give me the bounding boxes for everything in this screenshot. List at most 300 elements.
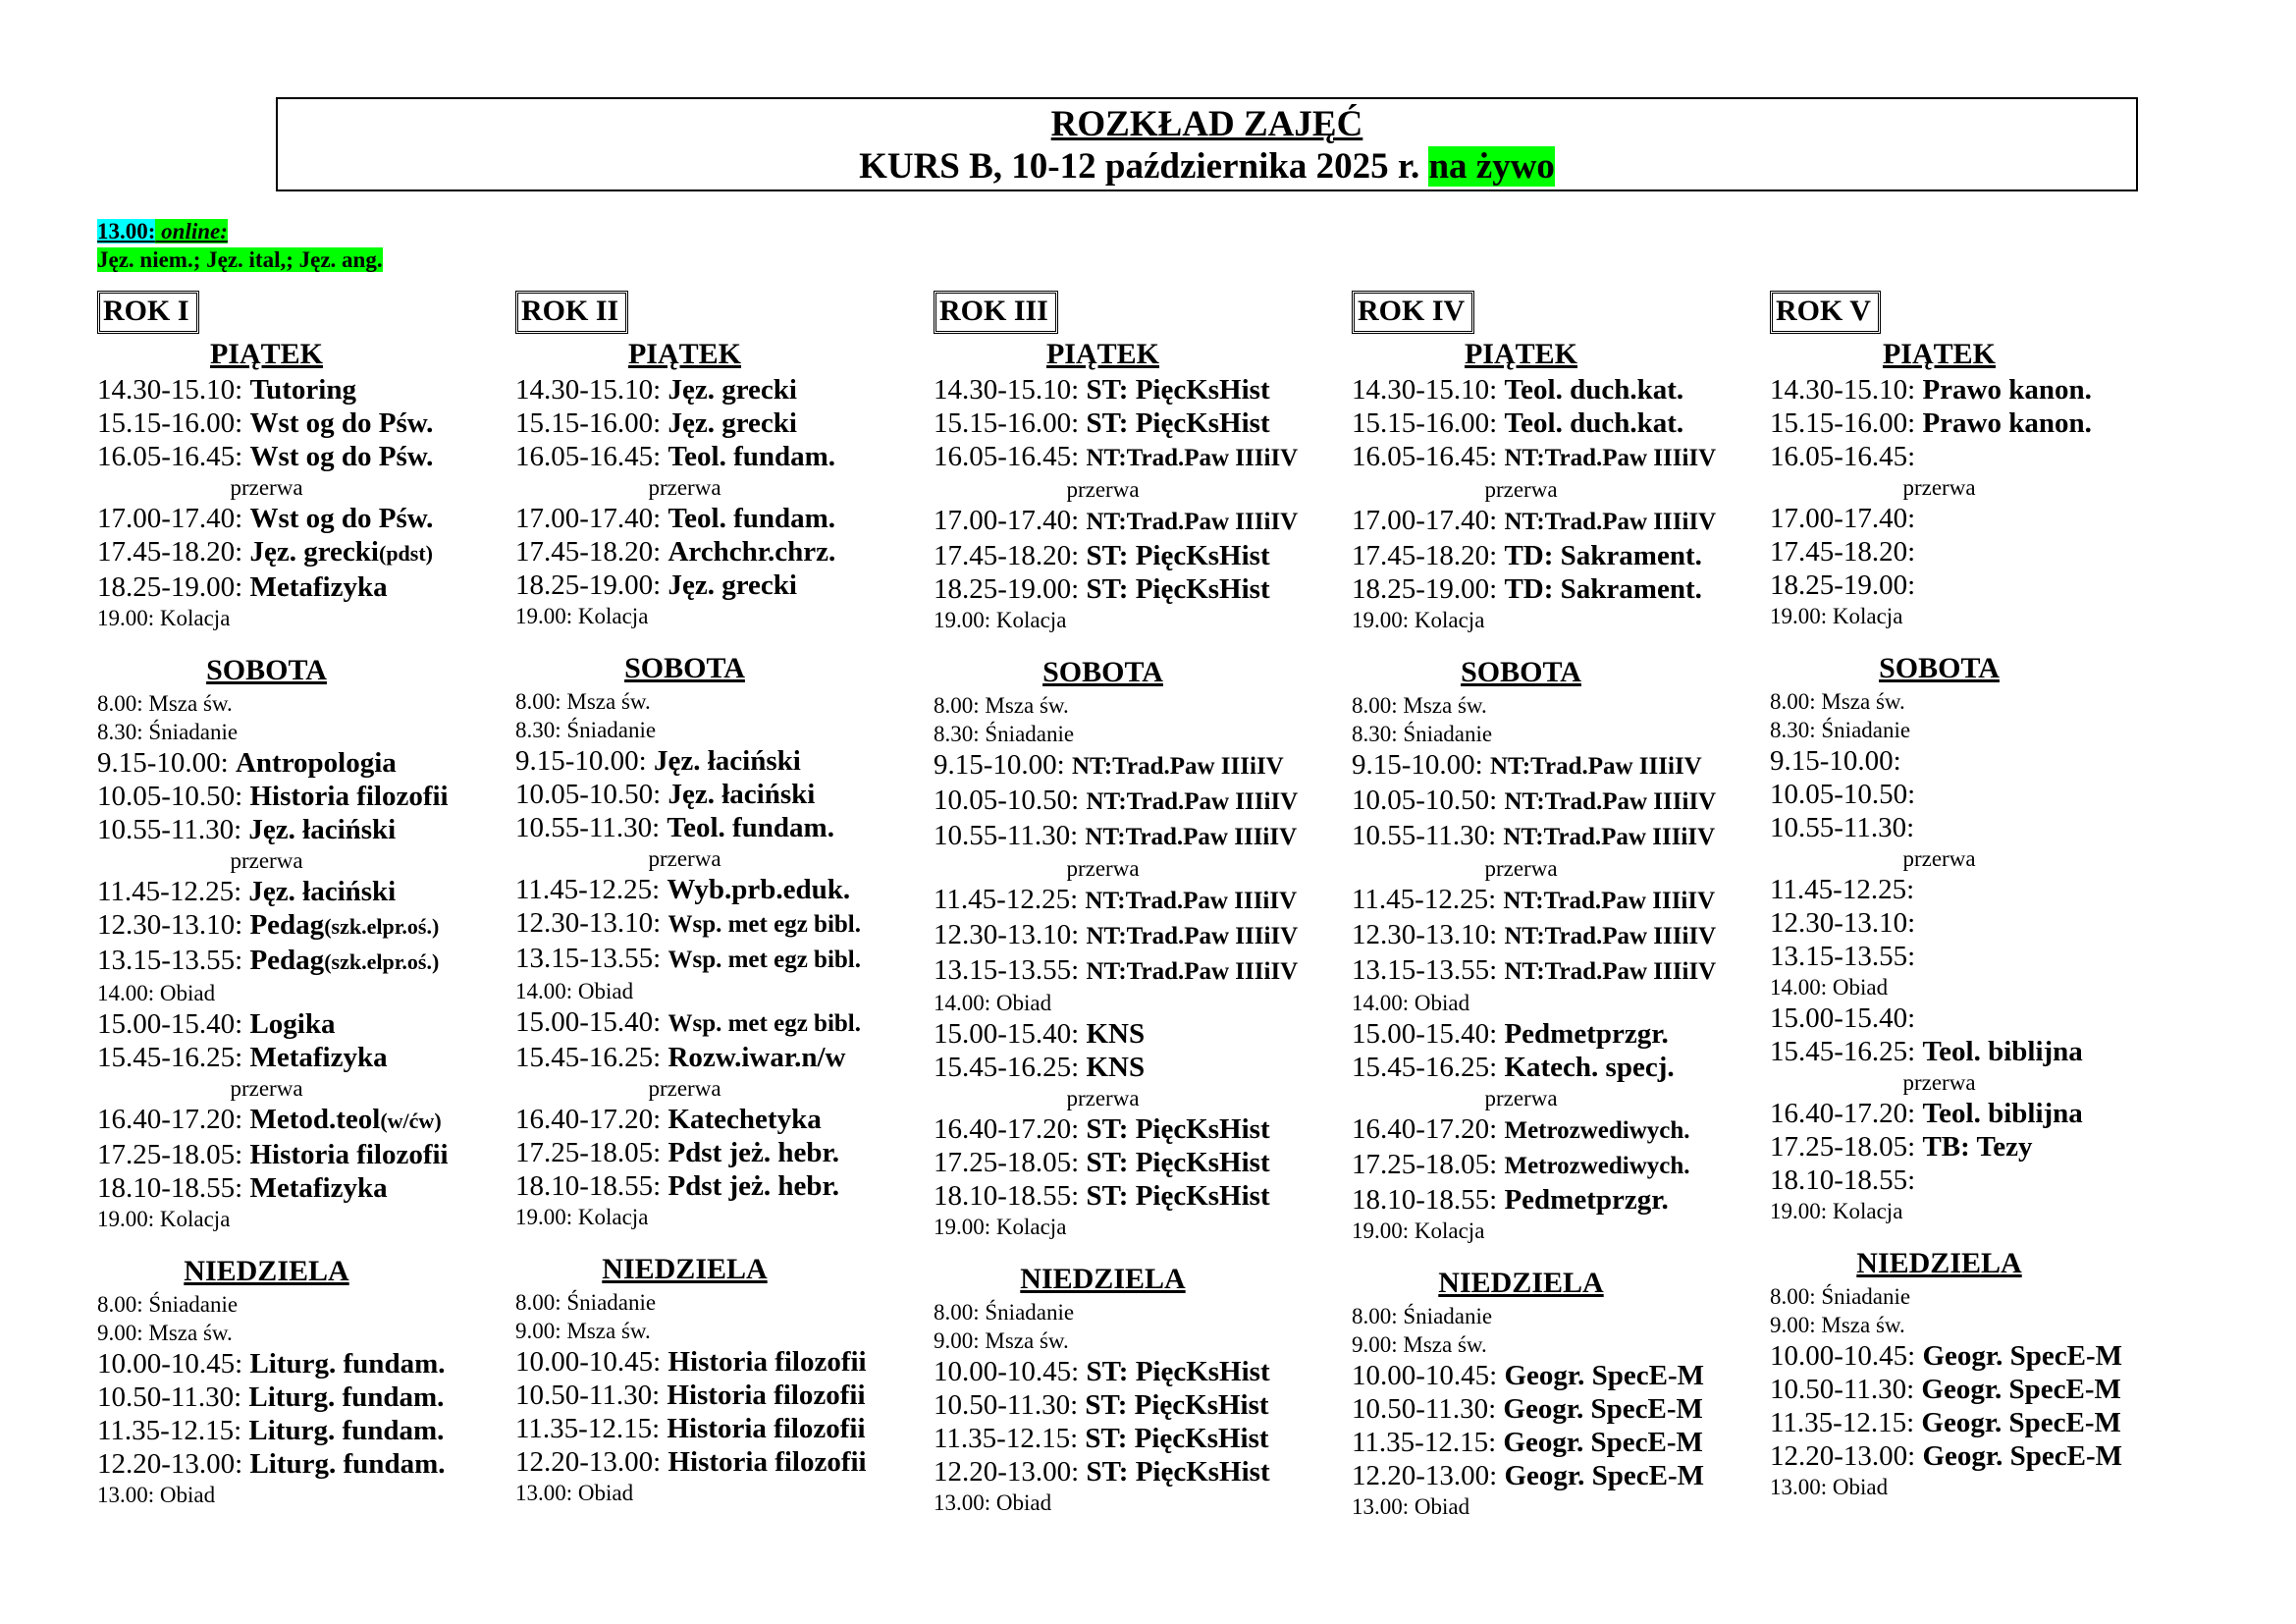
time-label: 10.00-10.45: xyxy=(1352,1360,1498,1391)
subject-name: NT:Trad.Paw IIIiIV xyxy=(1085,824,1298,850)
class-row xyxy=(97,502,515,535)
time-label: 12.30-13.10: xyxy=(1352,919,1498,950)
time-label: 13.00: xyxy=(515,1481,573,1505)
subject-name: Historia filozofii xyxy=(667,1380,866,1411)
time-label: 16.05-16.45: xyxy=(97,441,243,472)
class-row xyxy=(97,813,515,846)
time-label: 17.45-18.20: xyxy=(97,536,243,568)
time-label: 18.10-18.55: xyxy=(934,1180,1080,1212)
class-row xyxy=(1352,1359,1770,1392)
subject-name: Historia filozofii xyxy=(249,1139,449,1170)
page-title: ROZKŁAD ZAJĘĆ xyxy=(1050,104,1363,144)
meal-name: Obiad xyxy=(995,1490,1052,1515)
time-label: 10.05-10.50: xyxy=(1770,779,1916,810)
meal-row xyxy=(97,718,515,746)
time-label: 8.00: xyxy=(1352,1304,1398,1328)
time-label: 15.15-16.00: xyxy=(934,407,1080,439)
subject-name: ST: PięcKsHist xyxy=(1086,1147,1270,1178)
break-row: przerwa xyxy=(230,848,303,873)
time-label: 13.00: xyxy=(1352,1494,1410,1519)
day-header: SOBOTA xyxy=(206,654,327,686)
time-label: 11.35-12.15: xyxy=(1352,1427,1497,1458)
subject-name: TD: Sakrament. xyxy=(1504,540,1702,571)
time-label: 15.00-15.40: xyxy=(934,1018,1080,1050)
class-row xyxy=(934,1355,1352,1388)
meal-row xyxy=(97,1290,515,1319)
class-row xyxy=(1352,406,1770,440)
subject-name: Liturg. fundam. xyxy=(249,1448,446,1480)
time-label: 8.30: xyxy=(1352,722,1398,746)
time-label: 16.40-17.20: xyxy=(1770,1098,1916,1129)
time-label: 10.00-10.45: xyxy=(934,1356,1080,1387)
subject-name: Prawo kanon. xyxy=(1922,374,2092,406)
time-label: 19.00: xyxy=(1770,604,1828,628)
class-row xyxy=(1770,440,2188,473)
subject-name: Wsp. met egz bibl. xyxy=(667,911,861,938)
class-row xyxy=(1352,748,1770,784)
live-badge: na żywo xyxy=(1428,146,1555,187)
subject-name: Jęz. grecki xyxy=(667,569,797,601)
meal-name: Obiad xyxy=(577,979,634,1003)
time-label: 19.00: xyxy=(1352,1218,1410,1243)
class-row xyxy=(515,778,934,811)
time-label: 8.00: xyxy=(515,1290,561,1315)
class-row xyxy=(1352,1392,1770,1426)
year-column xyxy=(97,291,515,1521)
class-row xyxy=(1352,819,1770,854)
meal-name: Obiad xyxy=(159,981,216,1005)
meal-name: Śniadanie xyxy=(1403,1304,1493,1328)
subject-suffix: (szk.elpr.oś.) xyxy=(324,949,440,974)
meal-name: Śniadanie xyxy=(985,1300,1075,1325)
time-label: 10.00-10.45: xyxy=(97,1348,243,1380)
class-row xyxy=(1770,1406,2188,1439)
class-row xyxy=(1770,811,2188,844)
time-label: 17.45-18.20: xyxy=(1770,536,1916,568)
subject-name: ST: PięcKsHist xyxy=(1086,374,1270,406)
time-label: 19.00: xyxy=(934,1215,991,1239)
day-header: NIEDZIELA xyxy=(1020,1263,1186,1295)
time-label: 10.50-11.30: xyxy=(1352,1393,1497,1425)
subject-name: Pdst jeż. hebr. xyxy=(667,1137,839,1168)
meal-name: Obiad xyxy=(1414,1494,1470,1519)
class-row xyxy=(1352,1183,1770,1217)
subject-name: ST: PięcKsHist xyxy=(1086,573,1270,605)
subject-name: NT:Trad.Paw IIIiIV xyxy=(1086,958,1299,985)
class-row xyxy=(1770,535,2188,568)
subject-name: Jęz. łaciński xyxy=(248,814,397,845)
day-header: NIEDZIELA xyxy=(1856,1247,2022,1279)
subject-name: Geogr. SpecE-M xyxy=(1504,1460,1704,1491)
meal-name: Msza św. xyxy=(985,693,1069,718)
time-label: 17.45-18.20: xyxy=(515,536,662,568)
subtitle-text: KURS B, 10-12 października 2025 r. xyxy=(859,146,1429,187)
subject-name: Jęz. grecki xyxy=(667,374,797,406)
meal-row xyxy=(934,1326,1352,1355)
subject-name: NT:Trad.Paw IIIiIV xyxy=(1489,753,1702,780)
time-label: 13.00: xyxy=(934,1490,991,1515)
subject-name: Teol. duch.kat. xyxy=(1504,407,1684,439)
meal-row xyxy=(1352,1330,1770,1359)
subject-name: Prawo kanon. xyxy=(1922,407,2092,439)
time-label: 16.05-16.45: xyxy=(515,441,662,472)
meal-name: Śniadanie xyxy=(985,722,1075,746)
meal-row xyxy=(934,720,1352,748)
time-label: 14.00: xyxy=(515,979,573,1003)
subject-name: NT:Trad.Paw IIIiIV xyxy=(1503,888,1716,914)
year-column xyxy=(1352,291,1770,1521)
meal-row xyxy=(97,604,515,632)
class-row xyxy=(934,1112,1352,1146)
meal-row xyxy=(97,1319,515,1347)
time-label: 12.20-13.00: xyxy=(934,1456,1080,1488)
class-row xyxy=(934,1017,1352,1051)
day-header: NIEDZIELA xyxy=(602,1253,768,1285)
meal-row xyxy=(1770,1282,2188,1311)
time-label: 8.30: xyxy=(97,720,143,744)
class-row xyxy=(515,373,934,406)
meal-row xyxy=(1352,1492,1770,1521)
time-label: 16.40-17.20: xyxy=(97,1104,243,1135)
day-header: NIEDZIELA xyxy=(184,1255,349,1287)
class-row xyxy=(515,1005,934,1041)
meal-name: Msza św. xyxy=(1403,1332,1487,1357)
time-label: 10.55-11.30: xyxy=(1770,812,1915,843)
subject-name: NT:Trad.Paw IIIiIV xyxy=(1504,445,1717,471)
day-section xyxy=(934,336,1352,634)
class-row xyxy=(97,440,515,473)
meal-row xyxy=(515,1203,934,1231)
subject-name: Metod.teol xyxy=(249,1104,381,1135)
class-row xyxy=(1352,1112,1770,1148)
class-row xyxy=(515,1445,934,1479)
meal-name: Śniadanie xyxy=(1821,718,1911,742)
year-label: ROK I xyxy=(97,291,199,334)
meal-row xyxy=(934,989,1352,1017)
meal-name: Obiad xyxy=(1832,1475,1889,1499)
time-label: 14.30-15.10: xyxy=(515,374,662,406)
subject-name: Historia filozofii xyxy=(667,1413,866,1444)
meal-row xyxy=(934,1489,1352,1517)
meal-row xyxy=(1352,691,1770,720)
meal-name: Obiad xyxy=(995,991,1052,1015)
class-row xyxy=(934,1146,1352,1179)
subject-name: Pdst jeż. hebr. xyxy=(667,1170,839,1202)
time-label: 16.40-17.20: xyxy=(934,1113,1080,1145)
time-label: 11.45-12.25: xyxy=(934,884,1079,915)
day-header: SOBOTA xyxy=(1461,656,1581,688)
time-label: 14.00: xyxy=(1352,991,1410,1015)
class-row xyxy=(934,819,1352,854)
time-label: 13.15-13.55: xyxy=(515,943,662,974)
meal-name: Msza św. xyxy=(566,689,651,714)
day-section xyxy=(515,650,934,1231)
online-note xyxy=(97,217,383,274)
class-row xyxy=(1352,1148,1770,1183)
year-label: ROK III xyxy=(934,291,1058,334)
time-label: 14.30-15.10: xyxy=(934,374,1080,406)
subject-name: Rozw.iwar.n/w xyxy=(667,1042,846,1073)
class-row xyxy=(97,373,515,406)
class-row xyxy=(97,944,515,979)
class-row xyxy=(1770,906,2188,940)
time-label: 19.00: xyxy=(97,606,155,630)
time-label: 17.25-18.05: xyxy=(934,1147,1080,1178)
class-row xyxy=(97,406,515,440)
class-row xyxy=(934,1455,1352,1489)
time-label: 19.00: xyxy=(1770,1199,1828,1223)
meal-row xyxy=(1352,720,1770,748)
subject-name: NT:Trad.Paw IIIiIV xyxy=(1503,824,1716,850)
time-label: 19.00: xyxy=(1352,608,1410,632)
time-label: 10.50-11.30: xyxy=(97,1381,242,1413)
class-row xyxy=(934,953,1352,989)
time-label: 11.45-12.25: xyxy=(515,874,661,905)
subject-name: Wst og do Pśw. xyxy=(249,441,434,472)
meal-row xyxy=(97,1481,515,1509)
meal-row xyxy=(1770,716,2188,744)
class-row xyxy=(1770,373,2188,406)
class-row xyxy=(1770,502,2188,535)
meal-row xyxy=(1770,602,2188,630)
time-label: 10.55-11.30: xyxy=(515,812,661,843)
time-label: 10.55-11.30: xyxy=(934,820,1079,851)
subject-name: Historia filozofii xyxy=(667,1346,867,1378)
class-row xyxy=(97,1171,515,1205)
subject-name: ST: PięcKsHist xyxy=(1086,1456,1270,1488)
time-label: 19.00: xyxy=(515,1205,573,1229)
class-row xyxy=(97,1414,515,1447)
time-label: 17.00-17.40: xyxy=(1352,505,1498,536)
subject-suffix: (pdst) xyxy=(379,541,434,566)
subject-name: Geogr. SpecE-M xyxy=(1503,1427,1703,1458)
time-label: 8.30: xyxy=(1770,718,1816,742)
break-row: przerwa xyxy=(1902,1070,1976,1095)
time-label: 18.10-18.55: xyxy=(1770,1164,1916,1196)
class-row xyxy=(934,572,1352,606)
meal-row xyxy=(934,1298,1352,1326)
time-label: 10.50-11.30: xyxy=(515,1380,661,1411)
class-row xyxy=(934,748,1352,784)
meal-name: Kolacja xyxy=(995,608,1067,632)
time-label: 8.00: xyxy=(1352,693,1398,718)
meal-row xyxy=(1770,1473,2188,1501)
year-column xyxy=(515,291,934,1521)
time-label: 18.10-18.55: xyxy=(97,1172,243,1204)
class-row xyxy=(934,406,1352,440)
subject-name: Teol. fundam. xyxy=(667,441,836,472)
break-row: przerwa xyxy=(230,475,303,500)
meal-row xyxy=(1770,1311,2188,1339)
break-row: przerwa xyxy=(1484,477,1558,502)
class-row xyxy=(515,502,934,535)
class-row xyxy=(1770,1130,2188,1164)
meal-name: Kolacja xyxy=(159,1207,231,1231)
day-header: PIĄTEK xyxy=(1045,338,1160,370)
time-label: 8.00: xyxy=(97,691,143,716)
subject-name: NT:Trad.Paw IIIiIV xyxy=(1504,788,1717,815)
subject-name: Metafizyka xyxy=(249,571,388,603)
online-note-time: 13.00: xyxy=(97,219,156,244)
class-row xyxy=(515,1103,934,1136)
meal-row xyxy=(515,602,934,630)
break-row: przerwa xyxy=(230,1076,303,1101)
meal-name: Kolacja xyxy=(1832,604,1903,628)
time-label: 9.00: xyxy=(515,1319,561,1343)
meal-row xyxy=(1352,606,1770,634)
meal-name: Msza św. xyxy=(148,691,233,716)
time-label: 11.35-12.15: xyxy=(515,1413,661,1444)
meal-name: Obiad xyxy=(1414,991,1470,1015)
day-header: NIEDZIELA xyxy=(1438,1267,1604,1299)
subject-name: Jęz. łaciński xyxy=(248,876,397,907)
time-label: 17.45-18.20: xyxy=(934,540,1080,571)
subject-name: NT:Trad.Paw IIIiIV xyxy=(1504,509,1717,535)
time-label: 9.15-10.00: xyxy=(515,745,647,777)
meal-row xyxy=(97,979,515,1007)
subject-name: Pedag xyxy=(249,909,325,941)
time-label: 12.30-13.10: xyxy=(1770,907,1916,939)
class-row xyxy=(515,1412,934,1445)
class-row xyxy=(1352,539,1770,572)
time-label: 13.15-13.55: xyxy=(1770,941,1916,972)
meal-name: Kolacja xyxy=(577,604,649,628)
day-header: PIĄTEK xyxy=(627,338,742,370)
subject-name: Teol. biblijna xyxy=(1922,1036,2083,1067)
time-label: 18.25-19.00: xyxy=(1352,573,1498,605)
subject-name: Metrozwediwych. xyxy=(1504,1153,1690,1179)
time-label: 9.15-10.00: xyxy=(934,749,1065,781)
day-section xyxy=(1770,1245,2188,1501)
time-label: 15.15-16.00: xyxy=(1352,407,1498,439)
meal-row xyxy=(515,1317,934,1345)
subject-name: ST: PięcKsHist xyxy=(1086,1356,1270,1387)
day-header: PIĄTEK xyxy=(1882,338,1997,370)
break-row: przerwa xyxy=(1902,475,1976,500)
subject-name: Wyb.prb.eduk. xyxy=(667,874,851,905)
time-label: 15.00-15.40: xyxy=(515,1006,662,1038)
day-section xyxy=(934,654,1352,1241)
time-label: 9.00: xyxy=(1770,1313,1816,1337)
subject-name: Metafizyka xyxy=(249,1172,388,1204)
schedule-columns xyxy=(97,291,2188,1521)
meal-row xyxy=(934,691,1352,720)
subject-name: NT:Trad.Paw IIIiIV xyxy=(1071,753,1284,780)
class-row xyxy=(1352,1017,1770,1051)
time-label: 12.30-13.10: xyxy=(934,919,1080,950)
class-row xyxy=(515,906,934,942)
class-row xyxy=(1770,1001,2188,1035)
subject-name: Geogr. SpecE-M xyxy=(1922,1340,2122,1372)
meal-name: Msza św. xyxy=(566,1319,651,1343)
class-row xyxy=(934,1179,1352,1213)
subject-name: Tutoring xyxy=(249,374,356,406)
class-row xyxy=(515,1379,934,1412)
subject-name: Liturg. fundam. xyxy=(249,1348,446,1380)
day-header: PIĄTEK xyxy=(209,338,324,370)
time-label: 8.00: xyxy=(1770,689,1816,714)
time-label: 17.25-18.05: xyxy=(97,1139,243,1170)
class-row xyxy=(97,875,515,908)
subject-name: Teol. duch.kat. xyxy=(1504,374,1684,406)
time-label: 14.00: xyxy=(934,991,991,1015)
meal-name: Śniadanie xyxy=(1821,1284,1911,1309)
meal-name: Kolacja xyxy=(1414,1218,1485,1243)
meal-name: Msza św. xyxy=(1821,1313,1905,1337)
subject-name: Jęz. grecki xyxy=(249,536,379,568)
subject-name: ST: PięcKsHist xyxy=(1085,1389,1269,1421)
meal-row xyxy=(1352,1302,1770,1330)
subject-name: Historia filozofii xyxy=(249,781,449,812)
meal-name: Śniadanie xyxy=(566,1290,657,1315)
time-label: 13.15-13.55: xyxy=(97,945,243,976)
subject-name: Geogr. SpecE-M xyxy=(1922,1440,2122,1472)
time-label: 17.25-18.05: xyxy=(1352,1149,1498,1180)
meal-row xyxy=(1770,973,2188,1001)
meal-row xyxy=(515,716,934,744)
subject-name: ST: PięcKsHist xyxy=(1086,407,1270,439)
time-label: 10.55-11.30: xyxy=(97,814,242,845)
subject-name: Katech. specj. xyxy=(1504,1052,1675,1083)
time-label: 17.25-18.05: xyxy=(1770,1131,1916,1163)
meal-name: Msza św. xyxy=(985,1328,1069,1353)
subject-name: ST: PięcKsHist xyxy=(1086,1113,1270,1145)
day-section xyxy=(934,1261,1352,1517)
break-row: przerwa xyxy=(648,475,721,500)
day-section xyxy=(1352,1265,1770,1521)
header-box xyxy=(276,97,2138,191)
time-label: 12.30-13.10: xyxy=(97,909,243,941)
time-label: 16.40-17.20: xyxy=(515,1104,662,1135)
subject-suffix: (szk.elpr.oś.) xyxy=(324,914,440,939)
subject-name: NT:Trad.Paw IIIiIV xyxy=(1086,788,1299,815)
time-label: 18.25-19.00: xyxy=(934,573,1080,605)
break-row: przerwa xyxy=(1902,846,1976,871)
day-section xyxy=(1770,650,2188,1225)
time-label: 15.45-16.25: xyxy=(1770,1036,1916,1067)
class-row xyxy=(97,780,515,813)
class-row xyxy=(1770,1339,2188,1373)
class-row xyxy=(1352,504,1770,539)
class-row xyxy=(1352,572,1770,606)
subject-name: NT:Trad.Paw IIIiIV xyxy=(1504,923,1717,949)
meal-name: Śniadanie xyxy=(566,718,657,742)
subject-name: Pedmetprzgr. xyxy=(1504,1018,1669,1050)
time-label: 14.30-15.10: xyxy=(97,374,243,406)
class-row xyxy=(1770,1373,2188,1406)
class-row xyxy=(97,1347,515,1380)
subject-name: Wst og do Pśw. xyxy=(249,407,434,439)
class-row xyxy=(1352,953,1770,989)
time-label: 11.45-12.25: xyxy=(1770,874,1915,905)
time-label: 11.35-12.15: xyxy=(934,1423,1079,1454)
time-label: 16.05-16.45: xyxy=(1770,441,1916,472)
meal-name: Msza św. xyxy=(1821,689,1905,714)
class-row xyxy=(1770,873,2188,906)
year-column xyxy=(1770,291,2188,1521)
subject-name: ST: PięcKsHist xyxy=(1085,1423,1269,1454)
class-row xyxy=(934,1051,1352,1084)
time-label: 11.45-12.25: xyxy=(97,876,242,907)
time-label: 10.05-10.50: xyxy=(934,785,1080,816)
class-row xyxy=(97,1380,515,1414)
class-row xyxy=(97,1103,515,1138)
class-row xyxy=(515,1041,934,1074)
time-label: 16.40-17.20: xyxy=(1352,1113,1498,1145)
class-row xyxy=(97,746,515,780)
class-row xyxy=(1352,373,1770,406)
subject-name: TD: Sakrament. xyxy=(1504,573,1702,605)
